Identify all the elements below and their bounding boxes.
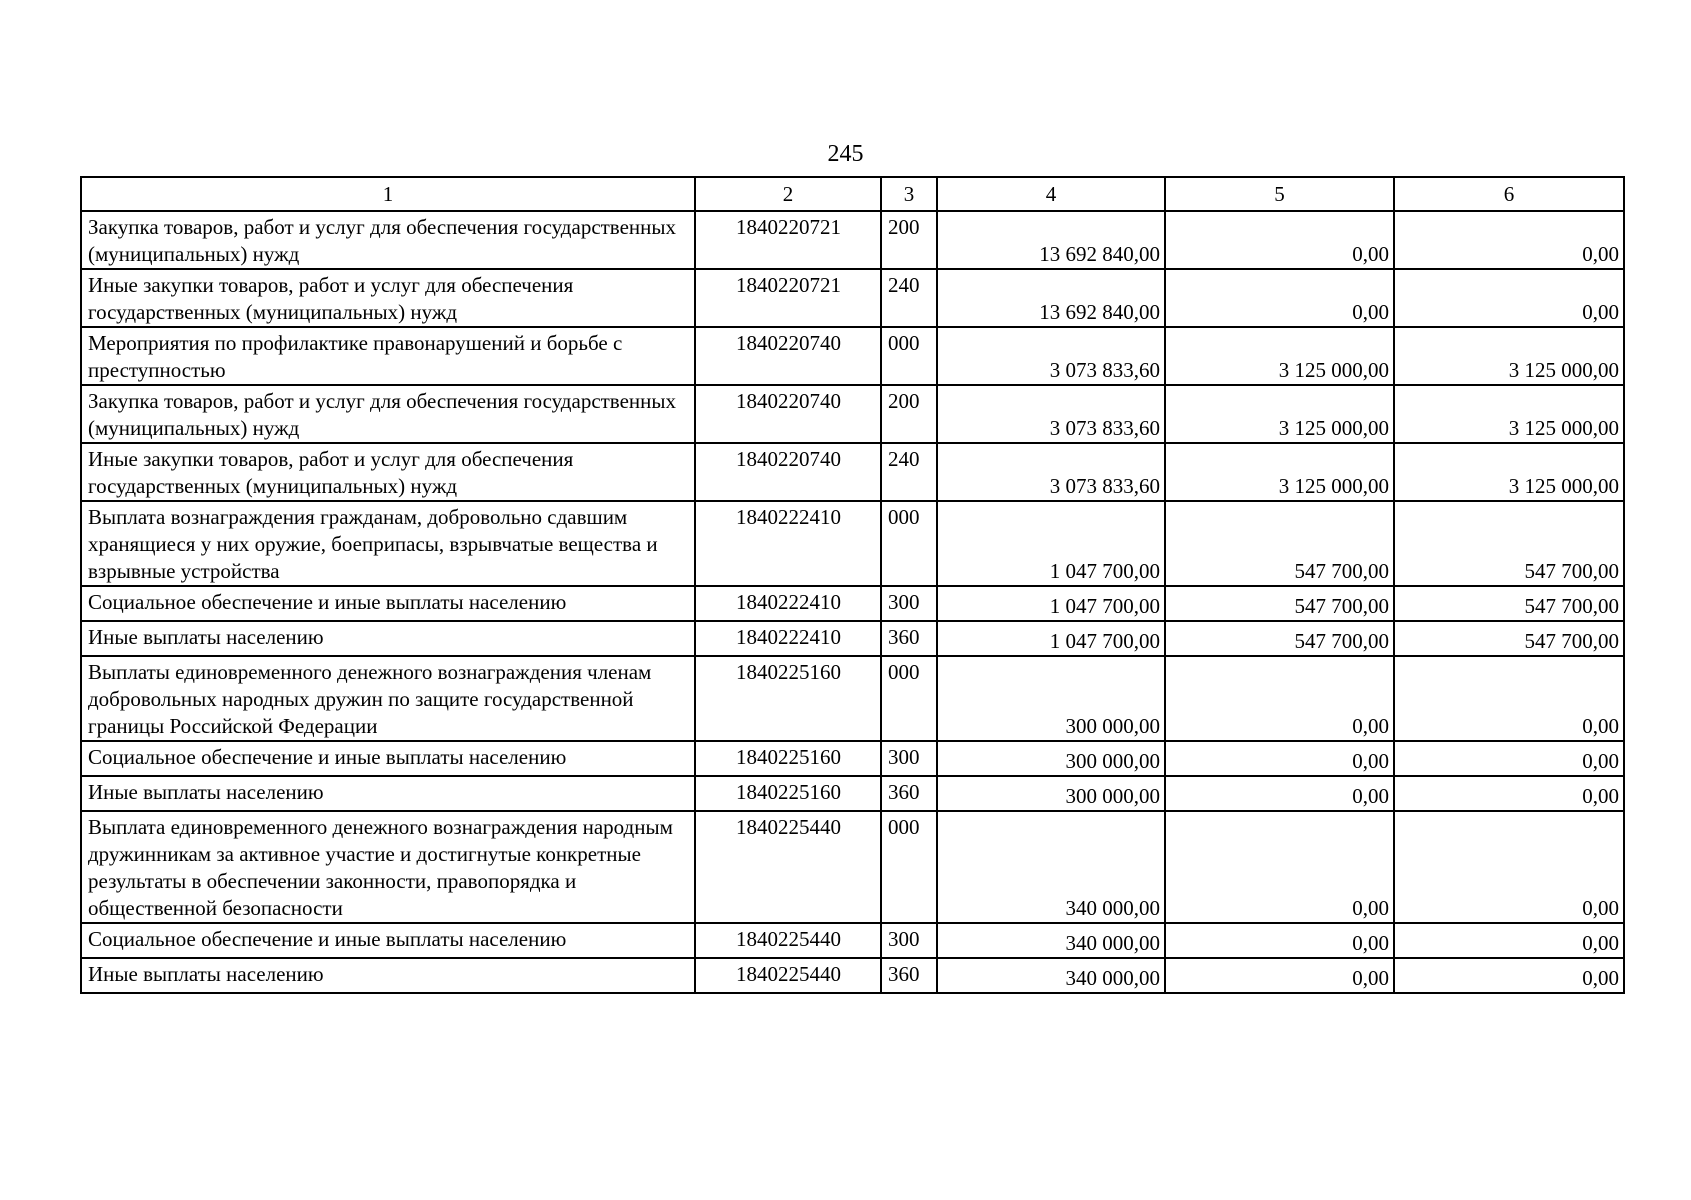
expense-type-cell: 240 [881, 443, 937, 501]
target-code-cell: 1840222410 [695, 501, 881, 586]
target-code-cell: 1840222410 [695, 621, 881, 656]
amount-col6-cell: 3 125 000,00 [1394, 443, 1624, 501]
row-name-cell: Иные выплаты населению [81, 776, 695, 811]
amount-col6-cell: 547 700,00 [1394, 586, 1624, 621]
amount-col4-cell: 3 073 833,60 [937, 443, 1165, 501]
amount-col4-cell: 3 073 833,60 [937, 385, 1165, 443]
page-number: 245 [827, 141, 864, 167]
target-code-cell: 1840220740 [695, 327, 881, 385]
target-code-cell: 1840220740 [695, 385, 881, 443]
expense-type-cell: 200 [881, 211, 937, 269]
amount-col5-cell: 0,00 [1165, 656, 1394, 741]
row-name-cell: Выплата единовременного денежного вознаграждения народным дружинникам за активное участие и достигнутые конкретные результаты в обеспечении законности, правопорядка и общественной безопасности [81, 811, 695, 923]
amount-col4-cell: 340 000,00 [937, 811, 1165, 923]
row-name-cell: Закупка товаров, работ и услуг для обеспечения государственных (муниципальных) нужд [81, 211, 695, 269]
target-code-cell: 1840225440 [695, 811, 881, 923]
amount-col6-cell: 3 125 000,00 [1394, 385, 1624, 443]
target-code-cell: 1840225160 [695, 776, 881, 811]
amount-col5-cell: 547 700,00 [1165, 501, 1394, 586]
row-name-cell: Иные выплаты населению [81, 958, 695, 993]
table-row [81, 586, 1624, 621]
row-name-cell: Иные закупки товаров, работ и услуг для обеспечения государственных (муниципальных) нужд [81, 269, 695, 327]
amount-col4-cell: 3 073 833,60 [937, 327, 1165, 385]
target-code-cell: 1840225160 [695, 656, 881, 741]
expense-type-cell: 300 [881, 923, 937, 958]
amount-col5-cell: 0,00 [1165, 211, 1394, 269]
target-code-cell: 1840220721 [695, 211, 881, 269]
expense-type-cell: 360 [881, 776, 937, 811]
target-code-cell: 1840225160 [695, 741, 881, 776]
column-header-6: 6 [1394, 177, 1624, 211]
table-row [81, 211, 1624, 269]
amount-col5-cell: 0,00 [1165, 741, 1394, 776]
amount-col6-cell: 0,00 [1394, 741, 1624, 776]
amount-col6-cell: 0,00 [1394, 923, 1624, 958]
row-name-cell: Мероприятия по профилактике правонарушений и борьбе с преступностью [81, 327, 695, 385]
row-name-cell: Выплата вознаграждения гражданам, добровольно сдавшим хранящиеся у них оружие, боеприпасы, взрывчатые вещества и взрывные устройства [81, 501, 695, 586]
amount-col5-cell: 3 125 000,00 [1165, 443, 1394, 501]
amount-col4-cell: 13 692 840,00 [937, 269, 1165, 327]
header-row [81, 177, 1624, 211]
row-name-cell: Социальное обеспечение и иные выплаты населению [81, 586, 695, 621]
amount-col4-cell: 1 047 700,00 [937, 501, 1165, 586]
target-code-cell: 1840225440 [695, 923, 881, 958]
expense-type-cell: 000 [881, 811, 937, 923]
amount-col5-cell: 3 125 000,00 [1165, 327, 1394, 385]
column-header-1: 1 [81, 177, 695, 211]
amount-col5-cell: 547 700,00 [1165, 621, 1394, 656]
amount-col6-cell: 0,00 [1394, 776, 1624, 811]
amount-col6-cell: 0,00 [1394, 958, 1624, 993]
row-name-cell: Социальное обеспечение и иные выплаты населению [81, 741, 695, 776]
target-code-cell: 1840225440 [695, 958, 881, 993]
expense-type-cell: 300 [881, 586, 937, 621]
expense-type-cell: 200 [881, 385, 937, 443]
amount-col5-cell: 3 125 000,00 [1165, 385, 1394, 443]
expense-type-cell: 300 [881, 741, 937, 776]
amount-col5-cell: 0,00 [1165, 269, 1394, 327]
expense-type-cell: 360 [881, 958, 937, 993]
amount-col5-cell: 0,00 [1165, 776, 1394, 811]
column-header-2: 2 [695, 177, 881, 211]
amount-col4-cell: 1 047 700,00 [937, 621, 1165, 656]
table-row [81, 776, 1624, 811]
table-row [81, 327, 1624, 385]
table-row [81, 621, 1624, 656]
amount-col6-cell: 0,00 [1394, 211, 1624, 269]
budget-table [80, 176, 1625, 994]
amount-col6-cell: 0,00 [1394, 811, 1624, 923]
expense-type-cell: 360 [881, 621, 937, 656]
expense-type-cell: 000 [881, 501, 937, 586]
target-code-cell: 1840222410 [695, 586, 881, 621]
table-row [81, 958, 1624, 993]
table-row [81, 923, 1624, 958]
table-row [81, 741, 1624, 776]
amount-col4-cell: 1 047 700,00 [937, 586, 1165, 621]
table-row [81, 656, 1624, 741]
amount-col6-cell: 0,00 [1394, 269, 1624, 327]
table-row [81, 811, 1624, 923]
table-row [81, 443, 1624, 501]
amount-col4-cell: 300 000,00 [937, 776, 1165, 811]
amount-col6-cell: 547 700,00 [1394, 501, 1624, 586]
amount-col5-cell: 0,00 [1165, 958, 1394, 993]
column-header-3: 3 [881, 177, 937, 211]
expense-type-cell: 000 [881, 656, 937, 741]
expense-type-cell: 240 [881, 269, 937, 327]
amount-col4-cell: 300 000,00 [937, 741, 1165, 776]
column-header-5: 5 [1165, 177, 1394, 211]
table-row [81, 501, 1624, 586]
amount-col5-cell: 547 700,00 [1165, 586, 1394, 621]
row-name-cell: Социальное обеспечение и иные выплаты населению [81, 923, 695, 958]
target-code-cell: 1840220721 [695, 269, 881, 327]
amount-col4-cell: 340 000,00 [937, 958, 1165, 993]
amount-col4-cell: 300 000,00 [937, 656, 1165, 741]
amount-col5-cell: 0,00 [1165, 923, 1394, 958]
amount-col6-cell: 3 125 000,00 [1394, 327, 1624, 385]
row-name-cell: Иные выплаты населению [81, 621, 695, 656]
table-row [81, 269, 1624, 327]
row-name-cell: Закупка товаров, работ и услуг для обеспечения государственных (муниципальных) нужд [81, 385, 695, 443]
column-header-4: 4 [937, 177, 1165, 211]
amount-col6-cell: 547 700,00 [1394, 621, 1624, 656]
amount-col4-cell: 340 000,00 [937, 923, 1165, 958]
amount-col4-cell: 13 692 840,00 [937, 211, 1165, 269]
row-name-cell: Выплаты единовременного денежного вознаграждения членам добровольных народных дружин по защите государственной границы Российской Федерации [81, 656, 695, 741]
row-name-cell: Иные закупки товаров, работ и услуг для обеспечения государственных (муниципальных) нужд [81, 443, 695, 501]
table-row [81, 385, 1624, 443]
target-code-cell: 1840220740 [695, 443, 881, 501]
amount-col5-cell: 0,00 [1165, 811, 1394, 923]
expense-type-cell: 000 [881, 327, 937, 385]
amount-col6-cell: 0,00 [1394, 656, 1624, 741]
